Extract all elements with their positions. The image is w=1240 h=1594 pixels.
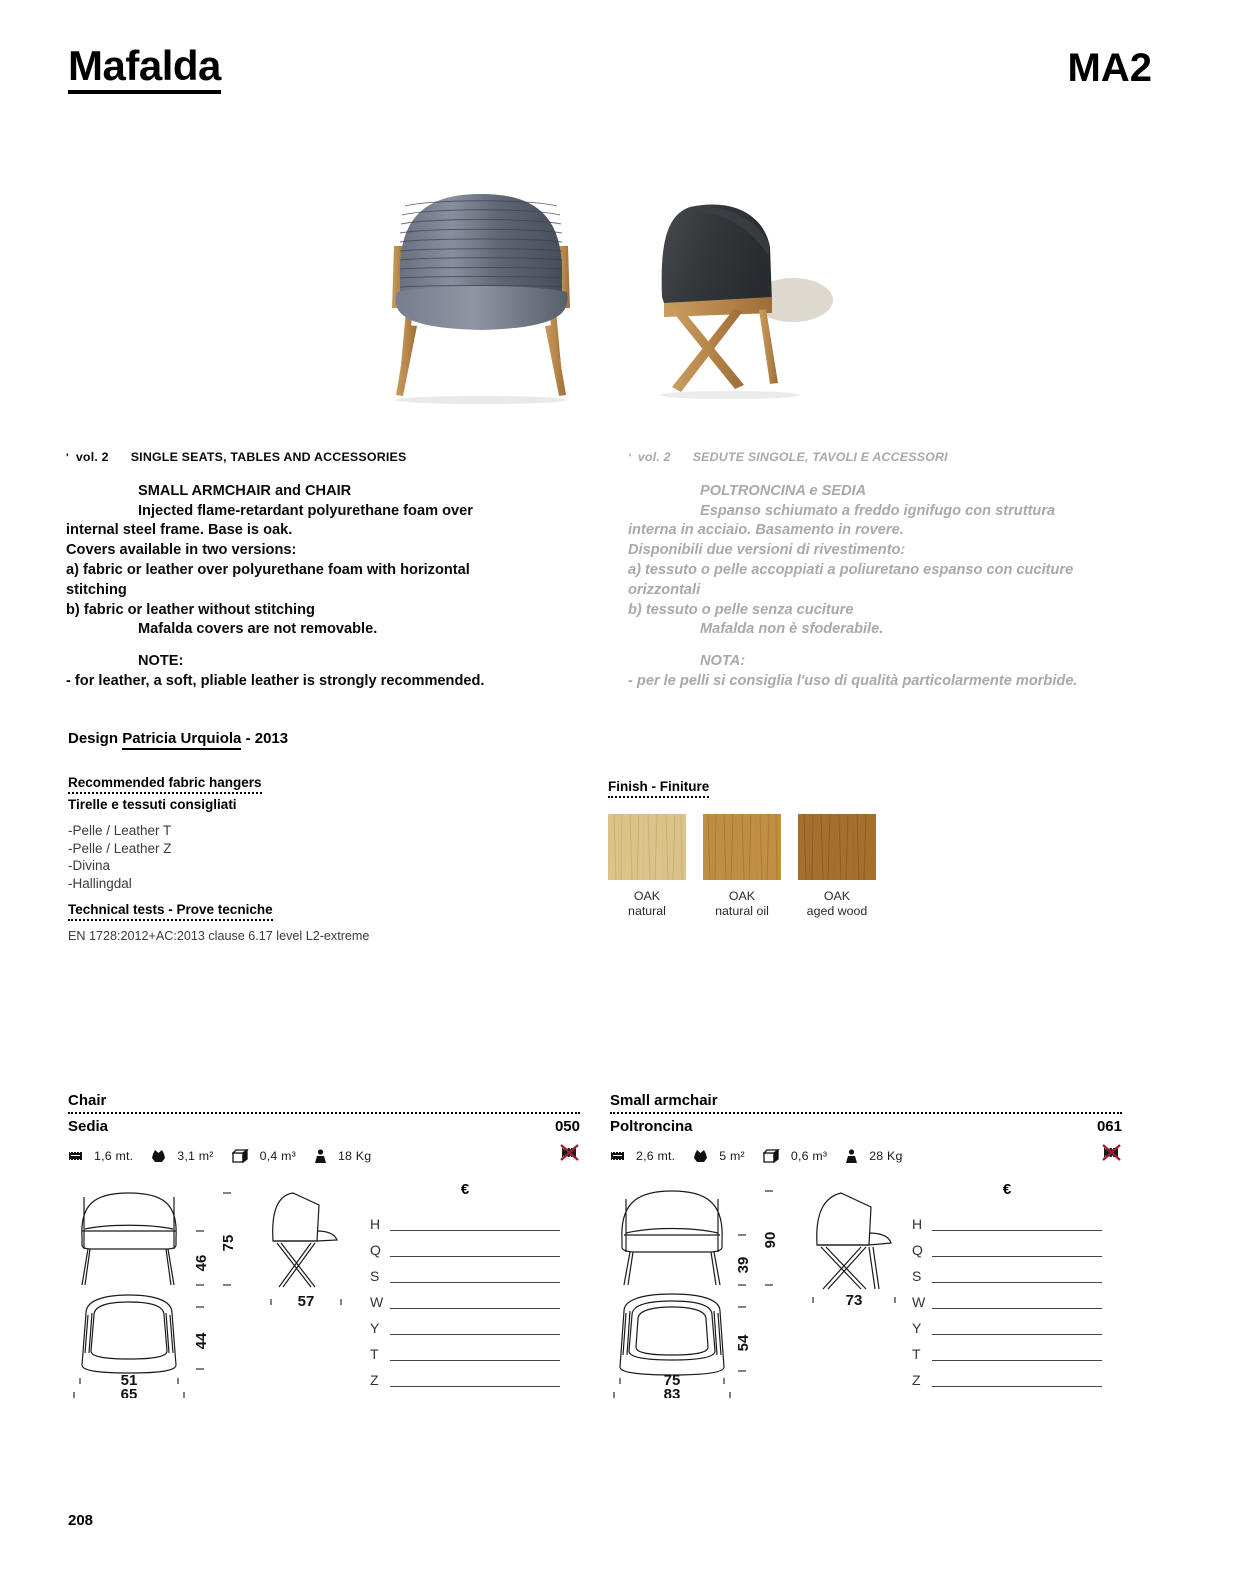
metric-value-volume-armchair: 0,6 m³ — [790, 1149, 828, 1163]
price-input-line[interactable] — [932, 1230, 1102, 1231]
note-text-en: - for leather, a soft, pliable leather is strongly recommended. — [66, 672, 485, 689]
weight-icon — [314, 1149, 327, 1164]
price-row[interactable] — [370, 1283, 560, 1309]
price-row-label: Q — [912, 1242, 923, 1258]
price-table-armchair — [912, 1181, 1102, 1387]
svg-text:73: 73 — [845, 1292, 863, 1307]
page-title: Mafalda — [68, 44, 221, 94]
chair-front-elevation — [68, 1185, 253, 1295]
price-row[interactable] — [912, 1231, 1102, 1257]
product-photo-front-view — [372, 180, 592, 405]
product-name-en: SMALL ARMCHAIR and CHAIR — [138, 482, 352, 499]
price-row-label: Y — [912, 1320, 922, 1336]
chair-side-elevation — [253, 1187, 363, 1307]
price-row[interactable] — [370, 1205, 560, 1231]
recommended-fabric-hangers — [68, 774, 468, 892]
technical-tests — [68, 901, 488, 943]
technical-tests-title: Technical tests - Prove tecniche — [68, 902, 273, 921]
chair-plan-view — [68, 1293, 253, 1398]
weight-icon — [845, 1149, 858, 1164]
price-row-label: T — [370, 1346, 379, 1362]
price-row-label: S — [912, 1268, 922, 1284]
desc-line6-en: b) fabric or leather without stitching — [66, 601, 315, 618]
desc-line4-it: a) tessuto o pelle accoppiati a poliuretano espanso con cuciture — [628, 561, 1074, 578]
svg-text:51: 51 — [120, 1372, 138, 1389]
dimension-drawings-chair — [68, 1181, 580, 1396]
finish-swatch-oak-natural[interactable] — [608, 814, 686, 918]
hangers-list — [68, 822, 468, 892]
desc-line3-en: Covers available in two versions: — [66, 542, 297, 559]
swatch-variant: natural — [628, 904, 666, 918]
note-text-it: - per le pelli si consiglia l'uso di qualità particolarmente morbide. — [628, 672, 1078, 689]
product-block-chair — [68, 1092, 580, 1396]
product-name-it-chair: Sedia — [68, 1118, 109, 1135]
metrics-row-armchair — [610, 1145, 1122, 1167]
svg-text:54: 54 — [735, 1334, 752, 1352]
price-table-chair — [370, 1181, 560, 1387]
price-row-label: Z — [370, 1372, 379, 1388]
swatch-name: OAK — [823, 889, 851, 903]
volume-line-en — [66, 448, 596, 469]
desc-line5-en: stitching — [66, 581, 127, 598]
product-name-en-armchair: Small armchair — [610, 1092, 1122, 1114]
hangers-title-en: Recommended fabric hangers — [68, 775, 262, 794]
price-row-label: Y — [370, 1320, 380, 1336]
finish-swatch-oak-natural-oil[interactable] — [703, 814, 781, 918]
product-name-it-armchair: Poltroncina — [610, 1118, 693, 1135]
swatch-name: OAK — [728, 889, 756, 903]
desc-line3-it: Disponibili due versioni di rivestimento: — [628, 542, 906, 559]
section-label-it: SEDUTE SINGOLE, TAVOLI E ACCESSORI — [692, 450, 948, 464]
product-photo-side-view — [620, 185, 835, 400]
volume-box-icon — [232, 1149, 249, 1164]
svg-text:46: 46 — [193, 1254, 210, 1272]
price-input-line[interactable] — [932, 1282, 1102, 1283]
description-english — [66, 448, 596, 692]
desc-line6-it: b) tessuto o pelle senza cuciture — [628, 601, 854, 618]
price-input-line[interactable] — [390, 1386, 560, 1387]
metric-value-volume-chair: 0,4 m³ — [259, 1149, 296, 1163]
metrics-row-chair — [68, 1145, 580, 1167]
svg-text:57: 57 — [297, 1293, 315, 1307]
svg-text:75: 75 — [663, 1372, 681, 1389]
price-row-label: T — [912, 1346, 921, 1362]
cover-not-removable-icon — [560, 1143, 580, 1162]
price-row[interactable] — [370, 1257, 560, 1283]
product-name-it: POLTRONCINA e SEDIA — [700, 482, 867, 499]
desc-line1-en: Injected flame-retardant polyurethane foam over — [138, 502, 473, 519]
metric-value-leather-armchair: 5 m² — [719, 1149, 745, 1163]
desc-line7-it: Mafalda non è sfoderabile. — [700, 621, 884, 638]
swatch-variant: aged wood — [806, 904, 868, 918]
product-name-row-armchair — [610, 1114, 1122, 1135]
section-label-en: SINGLE SEATS, TABLES AND ACCESSORIES — [130, 450, 407, 464]
armchair-front-elevation — [610, 1185, 795, 1295]
price-input-line[interactable] — [390, 1334, 560, 1335]
leather-hide-icon — [693, 1149, 708, 1163]
finish-swatch-oak-aged-wood[interactable] — [798, 814, 876, 918]
price-row[interactable] — [912, 1257, 1102, 1283]
svg-text:75: 75 — [220, 1234, 237, 1252]
price-row[interactable] — [370, 1335, 560, 1361]
price-input-line[interactable] — [932, 1386, 1102, 1387]
price-input-line[interactable] — [932, 1334, 1102, 1335]
hangers-title-it: Tirelle e tessuti consigliati — [68, 797, 237, 812]
fabric-roll-icon — [68, 1149, 83, 1163]
desc-line4-en: a) fabric or leather over polyurethane foam with horizontal — [66, 561, 470, 578]
volume-label-it: vol. 2 — [637, 450, 671, 464]
price-row-label: W — [370, 1294, 384, 1310]
price-input-line[interactable] — [390, 1282, 560, 1283]
volume-label-en: vol. 2 — [75, 450, 109, 464]
metric-value-leather-chair: 3,1 m² — [177, 1149, 214, 1163]
list-item: -Pelle / Leather T — [68, 823, 172, 838]
design-credit — [68, 730, 288, 747]
currency-symbol-chair: € — [460, 1181, 470, 1198]
swatch-name: OAK — [633, 889, 661, 903]
finish-title: Finish - Finiture — [608, 779, 709, 798]
product-photos — [0, 175, 1240, 425]
desc-line7-en: Mafalda covers are not removable. — [138, 621, 378, 638]
currency-symbol-armchair: € — [1002, 1181, 1012, 1198]
price-input-line[interactable] — [932, 1256, 1102, 1257]
desc-line2-it: interna in acciaio. Basamento in rovere. — [628, 522, 904, 539]
swatch-variant: natural oil — [715, 904, 769, 918]
svg-text:65: 65 — [120, 1386, 138, 1398]
svg-text:44: 44 — [193, 1332, 210, 1350]
price-row[interactable] — [912, 1309, 1102, 1335]
armchair-side-elevation — [795, 1187, 915, 1307]
price-input-line[interactable] — [390, 1308, 560, 1309]
wood-swatch-chip — [608, 814, 686, 880]
armchair-plan-view — [610, 1293, 795, 1398]
desc-line2-en: internal steel frame. Base is oak. — [66, 522, 293, 539]
product-code-header: MA2 — [1067, 46, 1152, 90]
price-row-label: H — [912, 1216, 923, 1232]
price-row[interactable] — [912, 1205, 1102, 1231]
price-row[interactable] — [912, 1335, 1102, 1361]
finish-section — [608, 778, 876, 918]
price-row-label: H — [370, 1216, 381, 1232]
leather-hide-icon — [151, 1149, 166, 1163]
svg-text:90: 90 — [762, 1231, 779, 1249]
desc-line5-it: orizzontali — [628, 581, 701, 598]
tick-mark-en: ' — [66, 452, 69, 464]
page-number: 208 — [68, 1512, 94, 1529]
price-row[interactable] — [370, 1231, 560, 1257]
price-input-line[interactable] — [390, 1256, 560, 1257]
svg-text:83: 83 — [663, 1386, 681, 1398]
price-row-label: Q — [370, 1242, 381, 1258]
price-input-line[interactable] — [390, 1230, 560, 1231]
product-code-chair: 050 — [554, 1118, 580, 1135]
price-row[interactable] — [912, 1361, 1102, 1387]
metric-value-fabric-armchair: 2,6 mt. — [636, 1149, 676, 1163]
product-name-en-chair: Chair — [68, 1092, 580, 1114]
price-row[interactable] — [370, 1361, 560, 1387]
list-item: -Pelle / Leather Z — [68, 840, 172, 856]
design-year: - 2013 — [245, 730, 289, 747]
price-row[interactable] — [370, 1309, 560, 1335]
list-item: -Divina — [68, 858, 111, 874]
volume-box-icon — [763, 1149, 780, 1164]
desc-line1-it: Espanso schiumato a freddo ignifugo con struttura — [700, 502, 1056, 519]
list-item: -Hallingdal — [68, 875, 132, 891]
product-code-armchair: 061 — [1096, 1118, 1122, 1135]
note-label-it: NOTA: — [700, 653, 746, 670]
volume-line-it — [628, 448, 1163, 469]
fabric-roll-icon — [610, 1149, 625, 1163]
description-italian — [628, 448, 1163, 692]
design-label: Design — [68, 730, 119, 747]
price-input-line[interactable] — [932, 1308, 1102, 1309]
metric-value-fabric-chair: 1,6 mt. — [94, 1149, 134, 1163]
dimension-drawings-armchair — [610, 1181, 1122, 1396]
wood-swatch-chip — [703, 814, 781, 880]
technical-tests-standard: EN 1728:2012+AC:2013 clause 6.17 level L2-extreme — [68, 929, 370, 943]
price-row-label: W — [912, 1294, 926, 1310]
designer-name: Patricia Urquiola — [122, 730, 241, 750]
metric-value-weight-armchair: 28 Kg — [869, 1149, 903, 1163]
product-block-small-armchair — [610, 1092, 1122, 1396]
price-input-line[interactable] — [932, 1360, 1102, 1361]
price-input-line[interactable] — [390, 1360, 560, 1361]
metric-value-weight-chair: 18 Kg — [337, 1149, 372, 1163]
finish-swatches — [608, 814, 876, 918]
price-row-label: Z — [912, 1372, 921, 1388]
note-label-en: NOTE: — [138, 653, 184, 670]
svg-text:39: 39 — [735, 1256, 752, 1274]
price-row-label: S — [370, 1268, 380, 1284]
price-row[interactable] — [912, 1283, 1102, 1309]
cover-not-removable-icon — [1102, 1143, 1122, 1162]
wood-swatch-chip — [798, 814, 876, 880]
tick-mark-it: ' — [628, 452, 631, 464]
product-name-row-chair — [68, 1114, 580, 1135]
